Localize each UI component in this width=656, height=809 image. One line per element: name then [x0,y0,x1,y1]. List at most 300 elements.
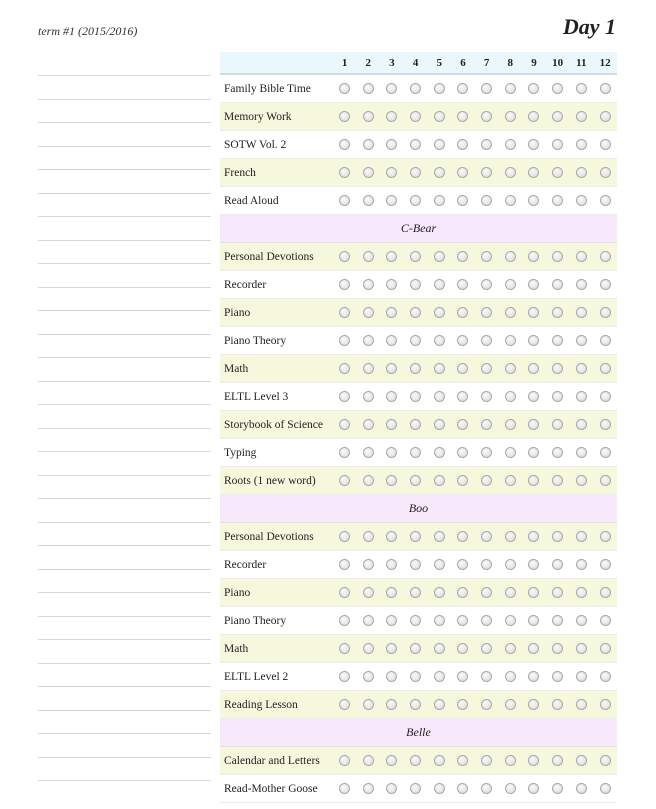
checkbox-circle[interactable] [600,363,611,374]
checkbox-circle[interactable] [552,671,563,682]
checkbox-circle[interactable] [600,167,611,178]
checkbox-circle[interactable] [505,167,516,178]
checkbox-circle[interactable] [386,167,397,178]
checkbox-circle[interactable] [481,447,492,458]
checkbox-circle[interactable] [434,279,445,290]
note-line[interactable] [38,663,211,687]
checkbox-circle[interactable] [410,587,421,598]
checkbox-circle[interactable] [457,699,468,710]
checkbox-circle[interactable] [552,251,563,262]
checkbox-circle[interactable] [386,419,397,430]
checkbox-circle[interactable] [576,447,587,458]
checkbox-circle[interactable] [600,531,611,542]
checkbox-circle[interactable] [457,251,468,262]
checkbox-circle[interactable] [600,783,611,794]
checkbox-circle[interactable] [339,111,350,122]
note-line[interactable] [38,193,211,217]
note-line[interactable] [38,240,211,264]
checkbox-circle[interactable] [386,391,397,402]
checkbox-circle[interactable] [339,167,350,178]
note-line[interactable] [38,780,211,804]
checkbox-circle[interactable] [528,699,539,710]
checkbox-circle[interactable] [576,391,587,402]
checkbox-circle[interactable] [552,139,563,150]
checkbox-circle[interactable] [576,307,587,318]
checkbox-circle[interactable] [600,251,611,262]
checkbox-circle[interactable] [363,363,374,374]
checkbox-circle[interactable] [481,531,492,542]
checkbox-circle[interactable] [576,251,587,262]
checkbox-circle[interactable] [600,391,611,402]
checkbox-circle[interactable] [410,699,421,710]
checkbox-circle[interactable] [410,391,421,402]
checkbox-circle[interactable] [576,531,587,542]
checkbox-circle[interactable] [481,83,492,94]
checkbox-circle[interactable] [576,615,587,626]
checkbox-circle[interactable] [505,559,516,570]
checkbox-circle[interactable] [410,83,421,94]
checkbox-circle[interactable] [552,335,563,346]
checkbox-circle[interactable] [457,475,468,486]
checkbox-circle[interactable] [434,335,445,346]
checkbox-circle[interactable] [457,83,468,94]
checkbox-circle[interactable] [552,643,563,654]
checkbox-circle[interactable] [552,307,563,318]
checkbox-circle[interactable] [457,195,468,206]
checkbox-circle[interactable] [339,307,350,318]
checkbox-circle[interactable] [386,139,397,150]
checkbox-circle[interactable] [600,615,611,626]
checkbox-circle[interactable] [410,559,421,570]
checkbox-circle[interactable] [505,475,516,486]
checkbox-circle[interactable] [339,419,350,430]
checkbox-circle[interactable] [434,615,445,626]
checkbox-circle[interactable] [386,755,397,766]
checkbox-circle[interactable] [528,615,539,626]
checkbox-circle[interactable] [600,307,611,318]
checkbox-circle[interactable] [339,391,350,402]
checkbox-circle[interactable] [481,419,492,430]
checkbox-circle[interactable] [552,279,563,290]
checkbox-circle[interactable] [481,475,492,486]
checkbox-circle[interactable] [363,419,374,430]
checkbox-circle[interactable] [363,671,374,682]
checkbox-circle[interactable] [363,559,374,570]
checkbox-circle[interactable] [386,83,397,94]
checkbox-circle[interactable] [410,195,421,206]
checkbox-circle[interactable] [600,111,611,122]
checkbox-circle[interactable] [386,111,397,122]
note-line[interactable] [38,428,211,452]
checkbox-circle[interactable] [481,139,492,150]
checkbox-circle[interactable] [576,783,587,794]
note-line[interactable] [38,122,211,146]
checkbox-circle[interactable] [505,615,516,626]
checkbox-circle[interactable] [552,391,563,402]
checkbox-circle[interactable] [410,363,421,374]
checkbox-circle[interactable] [576,111,587,122]
note-line[interactable] [38,263,211,287]
checkbox-circle[interactable] [528,447,539,458]
checkbox-circle[interactable] [505,671,516,682]
checkbox-circle[interactable] [457,755,468,766]
checkbox-circle[interactable] [505,531,516,542]
note-line[interactable] [38,75,211,99]
checkbox-circle[interactable] [505,83,516,94]
checkbox-circle[interactable] [481,699,492,710]
checkbox-circle[interactable] [386,531,397,542]
checkbox-circle[interactable] [339,587,350,598]
checkbox-circle[interactable] [457,391,468,402]
checkbox-circle[interactable] [505,363,516,374]
note-line[interactable] [38,686,211,710]
note-line[interactable] [38,146,211,170]
checkbox-circle[interactable] [363,615,374,626]
checkbox-circle[interactable] [410,783,421,794]
note-line[interactable] [38,498,211,522]
checkbox-circle[interactable] [434,111,445,122]
checkbox-circle[interactable] [339,671,350,682]
checkbox-circle[interactable] [576,755,587,766]
checkbox-circle[interactable] [434,755,445,766]
checkbox-circle[interactable] [457,363,468,374]
note-line[interactable] [38,334,211,358]
checkbox-circle[interactable] [363,195,374,206]
note-line[interactable] [38,310,211,334]
checkbox-circle[interactable] [386,699,397,710]
note-line[interactable] [38,616,211,640]
checkbox-circle[interactable] [481,671,492,682]
checkbox-circle[interactable] [386,335,397,346]
checkbox-circle[interactable] [505,307,516,318]
checkbox-circle[interactable] [600,587,611,598]
checkbox-circle[interactable] [434,83,445,94]
checkbox-circle[interactable] [363,587,374,598]
checkbox-circle[interactable] [339,699,350,710]
checkbox-circle[interactable] [481,279,492,290]
checkbox-circle[interactable] [600,419,611,430]
checkbox-circle[interactable] [457,111,468,122]
checkbox-circle[interactable] [505,419,516,430]
note-line[interactable] [38,169,211,193]
checkbox-circle[interactable] [481,363,492,374]
checkbox-circle[interactable] [457,587,468,598]
checkbox-circle[interactable] [410,335,421,346]
checkbox-circle[interactable] [528,139,539,150]
checkbox-circle[interactable] [505,251,516,262]
checkbox-circle[interactable] [457,139,468,150]
checkbox-circle[interactable] [386,643,397,654]
checkbox-circle[interactable] [481,251,492,262]
checkbox-circle[interactable] [600,195,611,206]
checkbox-circle[interactable] [434,531,445,542]
checkbox-circle[interactable] [600,83,611,94]
checkbox-circle[interactable] [363,475,374,486]
checkbox-circle[interactable] [528,391,539,402]
checkbox-circle[interactable] [481,111,492,122]
checkbox-circle[interactable] [410,475,421,486]
checkbox-circle[interactable] [528,475,539,486]
checkbox-circle[interactable] [528,755,539,766]
checkbox-circle[interactable] [552,559,563,570]
checkbox-circle[interactable] [457,559,468,570]
checkbox-circle[interactable] [576,335,587,346]
checkbox-circle[interactable] [386,783,397,794]
checkbox-circle[interactable] [505,111,516,122]
checkbox-circle[interactable] [363,391,374,402]
checkbox-circle[interactable] [528,419,539,430]
checkbox-circle[interactable] [576,363,587,374]
checkbox-circle[interactable] [410,447,421,458]
checkbox-circle[interactable] [363,335,374,346]
checkbox-circle[interactable] [600,447,611,458]
checkbox-circle[interactable] [481,587,492,598]
checkbox-circle[interactable] [339,559,350,570]
checkbox-circle[interactable] [481,783,492,794]
checkbox-circle[interactable] [528,307,539,318]
note-line[interactable] [38,216,211,240]
checkbox-circle[interactable] [528,83,539,94]
checkbox-circle[interactable] [434,447,445,458]
checkbox-circle[interactable] [481,559,492,570]
checkbox-circle[interactable] [528,167,539,178]
checkbox-circle[interactable] [552,475,563,486]
checkbox-circle[interactable] [386,279,397,290]
checkbox-circle[interactable] [434,587,445,598]
checkbox-circle[interactable] [576,475,587,486]
checkbox-circle[interactable] [576,699,587,710]
checkbox-circle[interactable] [505,755,516,766]
checkbox-circle[interactable] [434,643,445,654]
checkbox-circle[interactable] [434,699,445,710]
checkbox-circle[interactable] [457,307,468,318]
note-line[interactable] [38,733,211,757]
checkbox-circle[interactable] [528,671,539,682]
checkbox-circle[interactable] [481,335,492,346]
checkbox-circle[interactable] [339,139,350,150]
checkbox-circle[interactable] [363,755,374,766]
note-line[interactable] [38,710,211,734]
checkbox-circle[interactable] [505,447,516,458]
checkbox-circle[interactable] [363,111,374,122]
checkbox-circle[interactable] [339,475,350,486]
checkbox-circle[interactable] [339,755,350,766]
checkbox-circle[interactable] [576,587,587,598]
checkbox-circle[interactable] [552,587,563,598]
checkbox-circle[interactable] [552,195,563,206]
checkbox-circle[interactable] [410,531,421,542]
checkbox-circle[interactable] [528,111,539,122]
checkbox-circle[interactable] [505,335,516,346]
checkbox-circle[interactable] [481,391,492,402]
checkbox-circle[interactable] [410,111,421,122]
checkbox-circle[interactable] [339,447,350,458]
checkbox-circle[interactable] [363,783,374,794]
checkbox-circle[interactable] [552,755,563,766]
checkbox-circle[interactable] [505,587,516,598]
checkbox-circle[interactable] [552,615,563,626]
checkbox-circle[interactable] [386,447,397,458]
checkbox-circle[interactable] [576,279,587,290]
checkbox-circle[interactable] [434,671,445,682]
checkbox-circle[interactable] [528,587,539,598]
checkbox-circle[interactable] [363,279,374,290]
checkbox-circle[interactable] [576,671,587,682]
checkbox-circle[interactable] [505,139,516,150]
checkbox-circle[interactable] [434,195,445,206]
checkbox-circle[interactable] [386,195,397,206]
checkbox-circle[interactable] [576,419,587,430]
checkbox-circle[interactable] [552,83,563,94]
checkbox-circle[interactable] [339,279,350,290]
checkbox-circle[interactable] [434,559,445,570]
checkbox-circle[interactable] [339,783,350,794]
note-line[interactable] [38,99,211,123]
checkbox-circle[interactable] [410,279,421,290]
checkbox-circle[interactable] [457,615,468,626]
checkbox-circle[interactable] [386,363,397,374]
checkbox-circle[interactable] [339,643,350,654]
checkbox-circle[interactable] [386,251,397,262]
checkbox-circle[interactable] [552,167,563,178]
checkbox-circle[interactable] [386,307,397,318]
checkbox-circle[interactable] [457,419,468,430]
checkbox-circle[interactable] [339,83,350,94]
note-line[interactable] [38,569,211,593]
checkbox-circle[interactable] [600,755,611,766]
checkbox-circle[interactable] [363,699,374,710]
checkbox-circle[interactable] [528,531,539,542]
checkbox-circle[interactable] [363,447,374,458]
checkbox-circle[interactable] [434,783,445,794]
checkbox-circle[interactable] [528,195,539,206]
checkbox-circle[interactable] [339,363,350,374]
checkbox-circle[interactable] [410,167,421,178]
checkbox-circle[interactable] [481,615,492,626]
checkbox-circle[interactable] [552,531,563,542]
checkbox-circle[interactable] [528,279,539,290]
checkbox-circle[interactable] [576,139,587,150]
checkbox-circle[interactable] [505,783,516,794]
checkbox-circle[interactable] [410,307,421,318]
note-line[interactable] [38,592,211,616]
checkbox-circle[interactable] [528,251,539,262]
checkbox-circle[interactable] [339,251,350,262]
note-line[interactable] [38,475,211,499]
note-line[interactable] [38,287,211,311]
checkbox-circle[interactable] [434,419,445,430]
checkbox-circle[interactable] [600,335,611,346]
checkbox-circle[interactable] [600,559,611,570]
checkbox-circle[interactable] [576,195,587,206]
checkbox-circle[interactable] [457,671,468,682]
checkbox-circle[interactable] [339,615,350,626]
checkbox-circle[interactable] [600,643,611,654]
checkbox-circle[interactable] [457,167,468,178]
checkbox-circle[interactable] [552,419,563,430]
checkbox-circle[interactable] [410,671,421,682]
checkbox-circle[interactable] [528,335,539,346]
checkbox-circle[interactable] [600,699,611,710]
note-line[interactable] [38,381,211,405]
checkbox-circle[interactable] [386,671,397,682]
checkbox-circle[interactable] [457,643,468,654]
checkbox-circle[interactable] [505,643,516,654]
checkbox-circle[interactable] [434,251,445,262]
checkbox-circle[interactable] [600,475,611,486]
note-line[interactable] [38,757,211,781]
checkbox-circle[interactable] [410,755,421,766]
checkbox-circle[interactable] [363,307,374,318]
checkbox-circle[interactable] [457,279,468,290]
checkbox-circle[interactable] [457,335,468,346]
checkbox-circle[interactable] [386,615,397,626]
checkbox-circle[interactable] [410,139,421,150]
checkbox-circle[interactable] [363,643,374,654]
checkbox-circle[interactable] [576,167,587,178]
checkbox-circle[interactable] [552,447,563,458]
checkbox-circle[interactable] [481,755,492,766]
checkbox-circle[interactable] [410,615,421,626]
checkbox-circle[interactable] [434,167,445,178]
checkbox-circle[interactable] [363,251,374,262]
note-line[interactable] [38,357,211,381]
checkbox-circle[interactable] [481,195,492,206]
note-line[interactable] [38,522,211,546]
checkbox-circle[interactable] [457,531,468,542]
checkbox-circle[interactable] [410,419,421,430]
checkbox-circle[interactable] [552,783,563,794]
checkbox-circle[interactable] [481,167,492,178]
checkbox-circle[interactable] [481,307,492,318]
checkbox-circle[interactable] [363,83,374,94]
checkbox-circle[interactable] [434,475,445,486]
checkbox-circle[interactable] [552,699,563,710]
checkbox-circle[interactable] [363,139,374,150]
checkbox-circle[interactable] [481,643,492,654]
checkbox-circle[interactable] [576,83,587,94]
note-line[interactable] [38,451,211,475]
note-line[interactable] [38,404,211,428]
checkbox-circle[interactable] [552,111,563,122]
checkbox-circle[interactable] [386,559,397,570]
checkbox-circle[interactable] [505,391,516,402]
checkbox-circle[interactable] [528,559,539,570]
note-line[interactable] [38,639,211,663]
checkbox-circle[interactable] [505,699,516,710]
checkbox-circle[interactable] [457,447,468,458]
checkbox-circle[interactable] [528,643,539,654]
note-line[interactable] [38,545,211,569]
checkbox-circle[interactable] [410,251,421,262]
checkbox-circle[interactable] [528,783,539,794]
checkbox-circle[interactable] [386,587,397,598]
checkbox-circle[interactable] [386,475,397,486]
checkbox-circle[interactable] [528,363,539,374]
checkbox-circle[interactable] [434,391,445,402]
checkbox-circle[interactable] [552,363,563,374]
checkbox-circle[interactable] [339,531,350,542]
checkbox-circle[interactable] [600,279,611,290]
checkbox-circle[interactable] [505,195,516,206]
checkbox-circle[interactable] [576,643,587,654]
checkbox-circle[interactable] [505,279,516,290]
checkbox-circle[interactable] [339,335,350,346]
checkbox-circle[interactable] [576,559,587,570]
checkbox-circle[interactable] [434,307,445,318]
checkbox-circle[interactable] [600,139,611,150]
checkbox-circle[interactable] [457,783,468,794]
